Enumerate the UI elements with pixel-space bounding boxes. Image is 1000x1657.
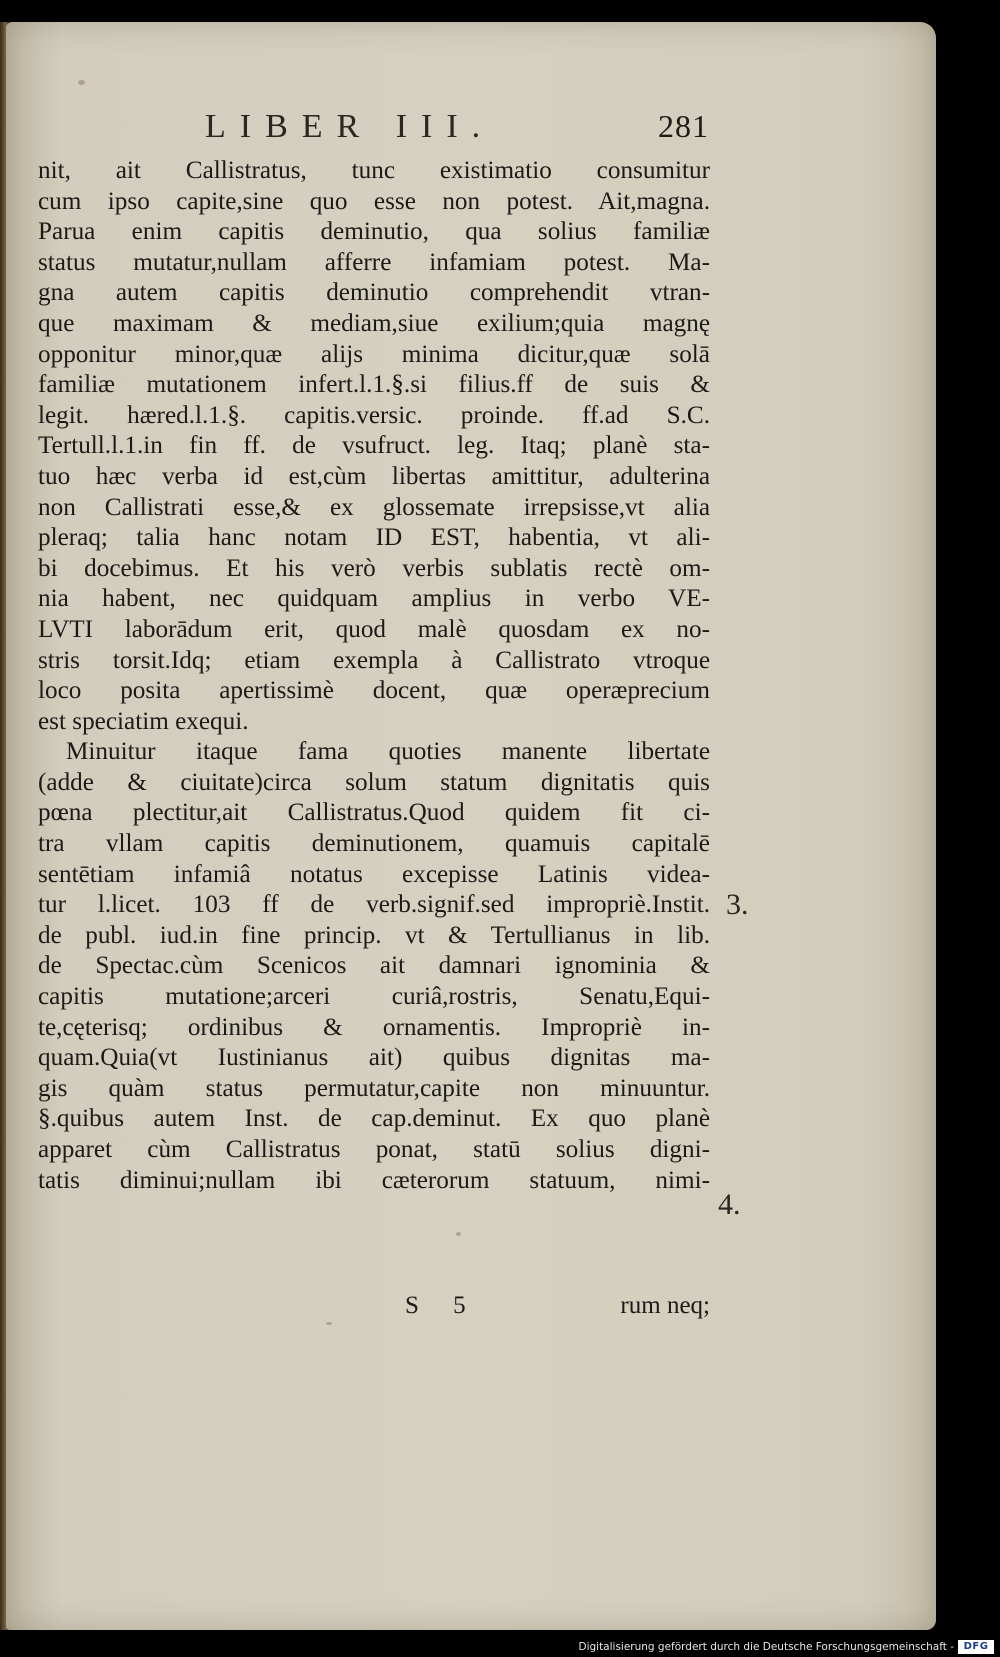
marginal-note-4: 4. [718, 1188, 741, 1221]
text-line: pleraq; talia hanc notam ID EST, habentia, vt ali- [38, 524, 710, 552]
text-line: gna autem capitis deminutio comprehendit vtran- [38, 279, 710, 307]
text-line: de publ. iud.in fine princip. vt & Tertullianus in lib. [38, 921, 710, 949]
paper-stain [456, 1232, 461, 1236]
text-line: tuo hæc verba id est,cùm libertas amittitur, adulterina [38, 462, 710, 490]
text-line: LVTI laborādum erit, quod malè quosdam ex no- [38, 615, 710, 643]
dfg-logo-icon: DFG [958, 1640, 994, 1654]
text-line: de Spectac.cùm Scenicos ait damnari ignominia & [38, 952, 710, 980]
text-line: capitis mutatione;arceri curiâ,rostris, Senatu,Equi- [38, 983, 710, 1011]
text-line: tatis diminui;nullam ibi cæterorum statuum, nimi- [38, 1166, 710, 1194]
page-number: 281 [658, 108, 709, 144]
text-line: quam.Quia(vt Iustinianus ait) quibus dignitas ma- [38, 1044, 710, 1072]
text-line: legit. hæred.l.1.§. capitis.versic. proinde. ff.ad S.C. [38, 401, 710, 429]
funding-credit: Digitalisierung gefördert durch die Deutsche Forschungsgemeinschaft - [578, 1641, 954, 1653]
text-line: nia habent, nec quidquam amplius in verbo VE- [38, 585, 710, 613]
page-foot [405, 1292, 710, 1326]
text-line: §.quibus autem Inst. de cap.deminut. Ex quo planè [38, 1105, 710, 1133]
text-line: Parua enim capitis deminutio, qua solius familiæ [38, 218, 710, 246]
text-line: non Callistrati esse,& ex glossemate irrepsisse,vt alia [38, 493, 710, 521]
text-line: loco posita apertissimè docent, quæ operæprecium [38, 677, 710, 705]
text-line: familiæ mutationem infert.l.1.§.si filius.ff de suis & [38, 371, 710, 399]
text-line: te,cęterisq; ordinibus & ornamentis. Impropriè in- [38, 1013, 710, 1041]
text-line: Tertull.l.1.in fin ff. de vsufruct. leg. Itaq; planè sta- [38, 432, 710, 460]
text-line: (adde & ciuitate)circa solum statum dignitatis quis [38, 768, 710, 796]
text-line: pœna plectitur,ait Callistratus.Quod quidem fit ci- [38, 799, 710, 827]
running-title: LIBER III. [205, 108, 495, 145]
text-line: est speciatim exequi. [38, 707, 249, 735]
text-line: sentētiam infamiâ notatus excepisse Latinis videa- [38, 860, 710, 888]
text-line: stris torsit.Idq; etiam exempla à Callistrato vtroque [38, 646, 710, 674]
text-line: cum ipso capite,sine quo esse non potest. Ait,magna. [38, 187, 710, 215]
text-line: gis quàm status permutatur,capite non minuuntur. [38, 1074, 710, 1102]
text-line: tra vllam capitis deminutionem, quamuis capitalē [38, 830, 710, 858]
marginal-note-3: 3. [726, 888, 749, 921]
paper-stain [326, 1322, 332, 1325]
catchword: rum neq; [620, 1292, 710, 1319]
text-line: status mutatur,nullam afferre infamiam potest. Ma- [38, 248, 710, 276]
text-line: tur l.licet. 103 ff de verb.signif.sed impropriè.Instit. [38, 891, 710, 919]
text-line: nit, ait Callistratus, tunc existimatio consumitur [38, 157, 710, 184]
text-line: que maximam & mediam,siue exilium;quia magnę [38, 309, 710, 337]
text-line: opponitur minor,quæ alijs minima dicitur,quæ solā [38, 340, 710, 368]
text-line: bi docebimus. Et his verò verbis sublatis rectè om- [38, 554, 710, 582]
signature-mark: S 5 [405, 1292, 480, 1319]
running-header [205, 108, 725, 148]
body-text [38, 156, 710, 1196]
text-line: Minuitur itaque fama quoties manente libertate [66, 738, 710, 766]
text-line: apparet cùm Callistratus ponat, statū solius digni- [38, 1136, 710, 1163]
paper-stain [78, 80, 85, 85]
